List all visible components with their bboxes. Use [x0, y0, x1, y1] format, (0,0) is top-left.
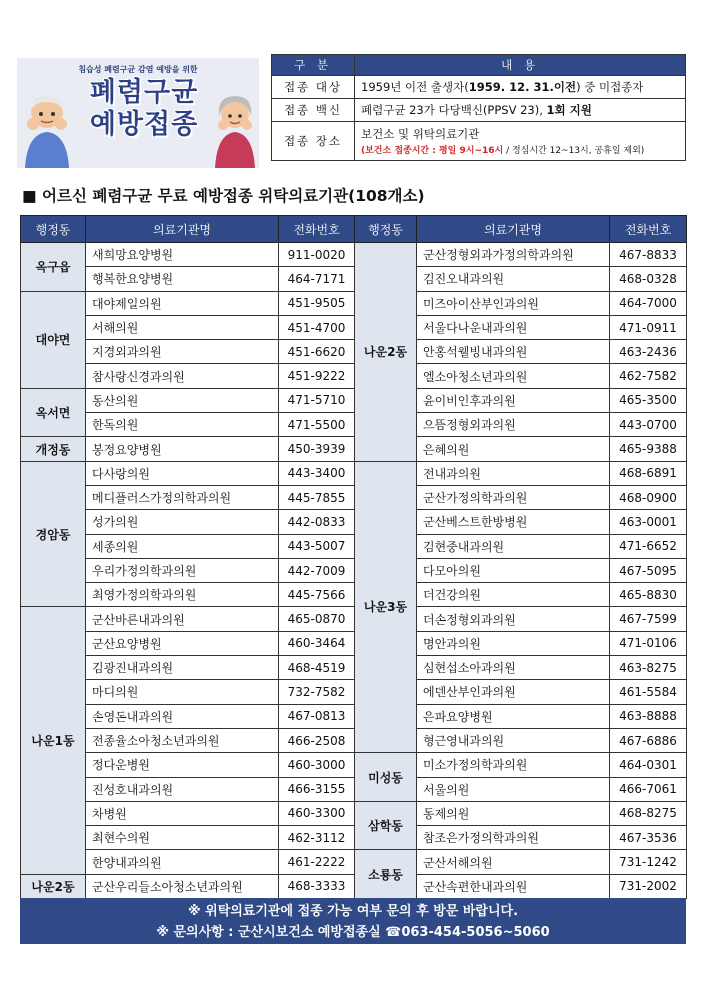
clinic-phone: 471-5500	[279, 413, 355, 437]
section-heading: ■ 어르신 폐렴구균 무료 예방접종 위탁의료기관(108개소)	[22, 187, 425, 205]
clinic-phone: 451-4700	[279, 315, 355, 339]
table-row	[21, 413, 687, 437]
clinic-name: 최영가정의학과의원	[86, 583, 279, 607]
table-row	[21, 874, 687, 898]
clinic-name: 은혜의원	[417, 437, 610, 461]
table-row	[21, 607, 687, 631]
clinic-name: 다사랑의원	[86, 461, 279, 485]
clinic-name: 형근영내과의원	[417, 728, 610, 752]
clinic-phone: 461-2222	[279, 850, 355, 874]
clinic-name: 군산우리들소아청소년과의원	[86, 874, 279, 898]
clinic-name: 김현중내과의원	[417, 534, 610, 558]
clinic-name: 군산속편한내과의원	[417, 874, 610, 898]
clinic-phone: 466-2508	[279, 728, 355, 752]
clinic-phone: 471-6652	[610, 534, 687, 558]
clinic-phone: 450-3939	[279, 437, 355, 461]
clinic-phone: 465-3500	[610, 388, 687, 412]
info-value: 보건소 및 위탁의료기관 (보건소 접종시간 : 평일 9시~16시 / 정심시간 12~13시, 공휴일 제외)	[355, 122, 686, 161]
district-cell: 옥구읍	[21, 243, 86, 292]
clinic-phone: 471-5710	[279, 388, 355, 412]
clinic-name: 정다운병원	[86, 753, 279, 777]
district-cell: 옥서면	[21, 388, 86, 437]
clinic-phone: 451-6620	[279, 340, 355, 364]
table-row	[21, 704, 687, 728]
clinic-phone: 464-7000	[610, 291, 687, 315]
clinic-name: 한독의원	[86, 413, 279, 437]
clinic-name: 진성호내과의원	[86, 777, 279, 801]
clinic-name: 봉정요양병원	[86, 437, 279, 461]
clinic-name: 군산바른내과의원	[86, 607, 279, 631]
clinic-phone: 451-9505	[279, 291, 355, 315]
elderly-man-illustration	[19, 88, 75, 168]
vaccination-banner	[17, 58, 259, 168]
clinic-phone: 460-3300	[279, 801, 355, 825]
clinic-name: 서울다나운내과의원	[417, 315, 610, 339]
clinic-phone: 468-3333	[279, 874, 355, 898]
clinic-phone: 465-9388	[610, 437, 687, 461]
notice-footer	[20, 898, 686, 944]
info-header-content: 내 용	[355, 55, 686, 76]
table-row	[21, 728, 687, 752]
table-row	[21, 485, 687, 509]
clinic-name: 마디의원	[86, 680, 279, 704]
clinic-phone: 466-7061	[610, 777, 687, 801]
clinic-phone: 467-0813	[279, 704, 355, 728]
clinic-name: 김광진내과의원	[86, 656, 279, 680]
clinic-phone: 731-1242	[610, 850, 687, 874]
clinic-phone: 468-0900	[610, 485, 687, 509]
table-row	[21, 388, 687, 412]
clinic-phone: 465-0870	[279, 607, 355, 631]
district-cell: 나운3동	[355, 461, 417, 753]
clinic-name: 군산요양병원	[86, 631, 279, 655]
table-row	[21, 315, 687, 339]
clinic-phone: 442-7009	[279, 558, 355, 582]
clinic-name: 다모아의원	[417, 558, 610, 582]
clinic-name: 대야제일의원	[86, 291, 279, 315]
clinic-phone: 460-3464	[279, 631, 355, 655]
table-row	[21, 534, 687, 558]
clinic-name: 엘소아청소년과의원	[417, 364, 610, 388]
clinic-name: 지경외과의원	[86, 340, 279, 364]
clinic-name: 은파요양병원	[417, 704, 610, 728]
district-cell: 나운1동	[21, 607, 86, 874]
table-row	[21, 340, 687, 364]
district-cell: 대야면	[21, 291, 86, 388]
info-row-vaccine	[272, 99, 686, 122]
district-cell: 나운2동	[21, 874, 86, 898]
clinic-table	[20, 215, 687, 899]
clinic-name: 군산정형외과가정의학과의원	[417, 243, 610, 267]
clinic-phone: 911-0020	[279, 243, 355, 267]
clinic-phone: 443-3400	[279, 461, 355, 485]
clinic-phone: 467-7599	[610, 607, 687, 631]
clinic-phone: 460-3000	[279, 753, 355, 777]
clinic-phone: 467-5095	[610, 558, 687, 582]
table-row	[21, 631, 687, 655]
table-row	[21, 680, 687, 704]
clinic-phone: 451-9222	[279, 364, 355, 388]
header-clinic-name: 의료기관명	[86, 216, 279, 243]
table-row	[21, 656, 687, 680]
banner-subtitle: 침습성 폐렴구균 감염 예방을 위한	[78, 65, 198, 74]
clinic-name: 손영돈내과의원	[86, 704, 279, 728]
info-value: 1959년 이전 출생자(1959. 12. 31.이전) 중 미접종자	[355, 76, 686, 99]
clinic-name: 에덴산부인과의원	[417, 680, 610, 704]
info-value: 폐렴구균 23가 다당백신(PPSV 23), 1회 지원	[355, 99, 686, 122]
clinic-phone: 466-3155	[279, 777, 355, 801]
clinic-name: 새희망요양병원	[86, 243, 279, 267]
clinic-name: 참사랑신경과의원	[86, 364, 279, 388]
clinic-name: 성가의원	[86, 510, 279, 534]
clinic-phone: 462-3112	[279, 826, 355, 850]
clinic-phone: 468-8275	[610, 801, 687, 825]
table-row	[21, 291, 687, 315]
clinic-name: 동산의원	[86, 388, 279, 412]
header-dong: 행정동	[21, 216, 86, 243]
table-header-row	[21, 216, 687, 243]
clinic-name: 윤이비인후과의원	[417, 388, 610, 412]
clinic-phone: 465-8830	[610, 583, 687, 607]
clinic-phone: 463-2436	[610, 340, 687, 364]
clinic-name: 심현섭소아과의원	[417, 656, 610, 680]
district-cell: 개정동	[21, 437, 86, 461]
clinic-phone: 463-8275	[610, 656, 687, 680]
clinic-name: 전종율소아청소년과의원	[86, 728, 279, 752]
clinic-name: 최현수의원	[86, 826, 279, 850]
table-row	[21, 267, 687, 291]
district-cell: 나운2동	[355, 243, 417, 462]
clinic-phone: 443-5007	[279, 534, 355, 558]
table-row	[21, 801, 687, 825]
header-clinic-name: 의료기관명	[417, 216, 610, 243]
clinic-name: 미소가정의학과의원	[417, 753, 610, 777]
clinic-name: 차병원	[86, 801, 279, 825]
clinic-name: 더손정형외과의원	[417, 607, 610, 631]
district-cell: 소룡동	[355, 850, 417, 899]
clinic-phone: 467-6886	[610, 728, 687, 752]
district-cell: 미성동	[355, 753, 417, 802]
banner-title-line2: 예방접종	[89, 109, 199, 140]
clinic-name: 우리가정의학과의원	[86, 558, 279, 582]
clinic-name: 더건강의원	[417, 583, 610, 607]
info-row-target	[272, 76, 686, 99]
footer-notice: ※ 위탁의료기관에 접종 가능 여부 문의 후 방문 바랍니다.	[187, 904, 519, 919]
clinic-name: 군산베스트한방병원	[417, 510, 610, 534]
clinic-phone: 471-0106	[610, 631, 687, 655]
clinic-name: 김진오내과의원	[417, 267, 610, 291]
vaccination-info-table	[271, 54, 686, 161]
clinic-name: 한양내과의원	[86, 850, 279, 874]
info-key: 접종 장소	[272, 122, 355, 161]
info-header-category: 구 분	[272, 55, 355, 76]
clinic-name: 군산가정의학과의원	[417, 485, 610, 509]
clinic-phone: 445-7855	[279, 485, 355, 509]
clinic-phone: 468-4519	[279, 656, 355, 680]
info-key: 접종 대상	[272, 76, 355, 99]
clinic-phone: 471-0911	[610, 315, 687, 339]
clinic-name: 메디플러스가정의학과의원	[86, 485, 279, 509]
clinic-phone: 464-0301	[610, 753, 687, 777]
info-header-row	[272, 55, 686, 76]
clinic-name: 서울의원	[417, 777, 610, 801]
footer-contact: ※ 문의사항 : 군산시보건소 예방접종실 ☎063-454-5056~5060	[156, 925, 550, 940]
table-row	[21, 437, 687, 461]
clinic-name: 군산서해의원	[417, 850, 610, 874]
clinic-phone: 463-8888	[610, 704, 687, 728]
table-row	[21, 558, 687, 582]
clinic-name: 미즈아이산부인과의원	[417, 291, 610, 315]
clinic-name: 세종의원	[86, 534, 279, 558]
header-phone: 전화번호	[279, 216, 355, 243]
clinic-phone: 731-2002	[610, 874, 687, 898]
clinic-name: 안홍석웰빙내과의원	[417, 340, 610, 364]
clinic-phone: 468-6891	[610, 461, 687, 485]
clinic-phone: 461-5584	[610, 680, 687, 704]
clinic-name: 으뜸정형외과의원	[417, 413, 610, 437]
clinic-phone: 442-0833	[279, 510, 355, 534]
table-row	[21, 753, 687, 777]
clinic-phone: 467-8833	[610, 243, 687, 267]
clinic-phone: 462-7582	[610, 364, 687, 388]
table-row	[21, 826, 687, 850]
table-row	[21, 364, 687, 388]
table-row	[21, 243, 687, 267]
banner-title-line1: 폐렴구균	[89, 77, 199, 108]
header-dong: 행정동	[355, 216, 417, 243]
table-row	[21, 461, 687, 485]
district-cell: 경암동	[21, 461, 86, 607]
clinic-name: 전내과의원	[417, 461, 610, 485]
clinic-phone: 732-7582	[279, 680, 355, 704]
table-row	[21, 583, 687, 607]
clinic-name: 서해의원	[86, 315, 279, 339]
table-row	[21, 850, 687, 874]
district-cell: 삼학동	[355, 801, 417, 850]
info-key: 접종 백신	[272, 99, 355, 122]
clinic-name: 참조은가정의학과의원	[417, 826, 610, 850]
clinic-phone: 464-7171	[279, 267, 355, 291]
clinic-phone: 467-3536	[610, 826, 687, 850]
clinic-name: 행복한요양병원	[86, 267, 279, 291]
clinic-phone: 463-0001	[610, 510, 687, 534]
header-phone: 전화번호	[610, 216, 687, 243]
clinic-phone: 443-0700	[610, 413, 687, 437]
info-row-place	[272, 122, 686, 161]
clinic-name: 명안과의원	[417, 631, 610, 655]
clinic-phone: 445-7566	[279, 583, 355, 607]
clinic-name: 동제의원	[417, 801, 610, 825]
clinic-phone: 468-0328	[610, 267, 687, 291]
table-row	[21, 777, 687, 801]
table-row	[21, 510, 687, 534]
